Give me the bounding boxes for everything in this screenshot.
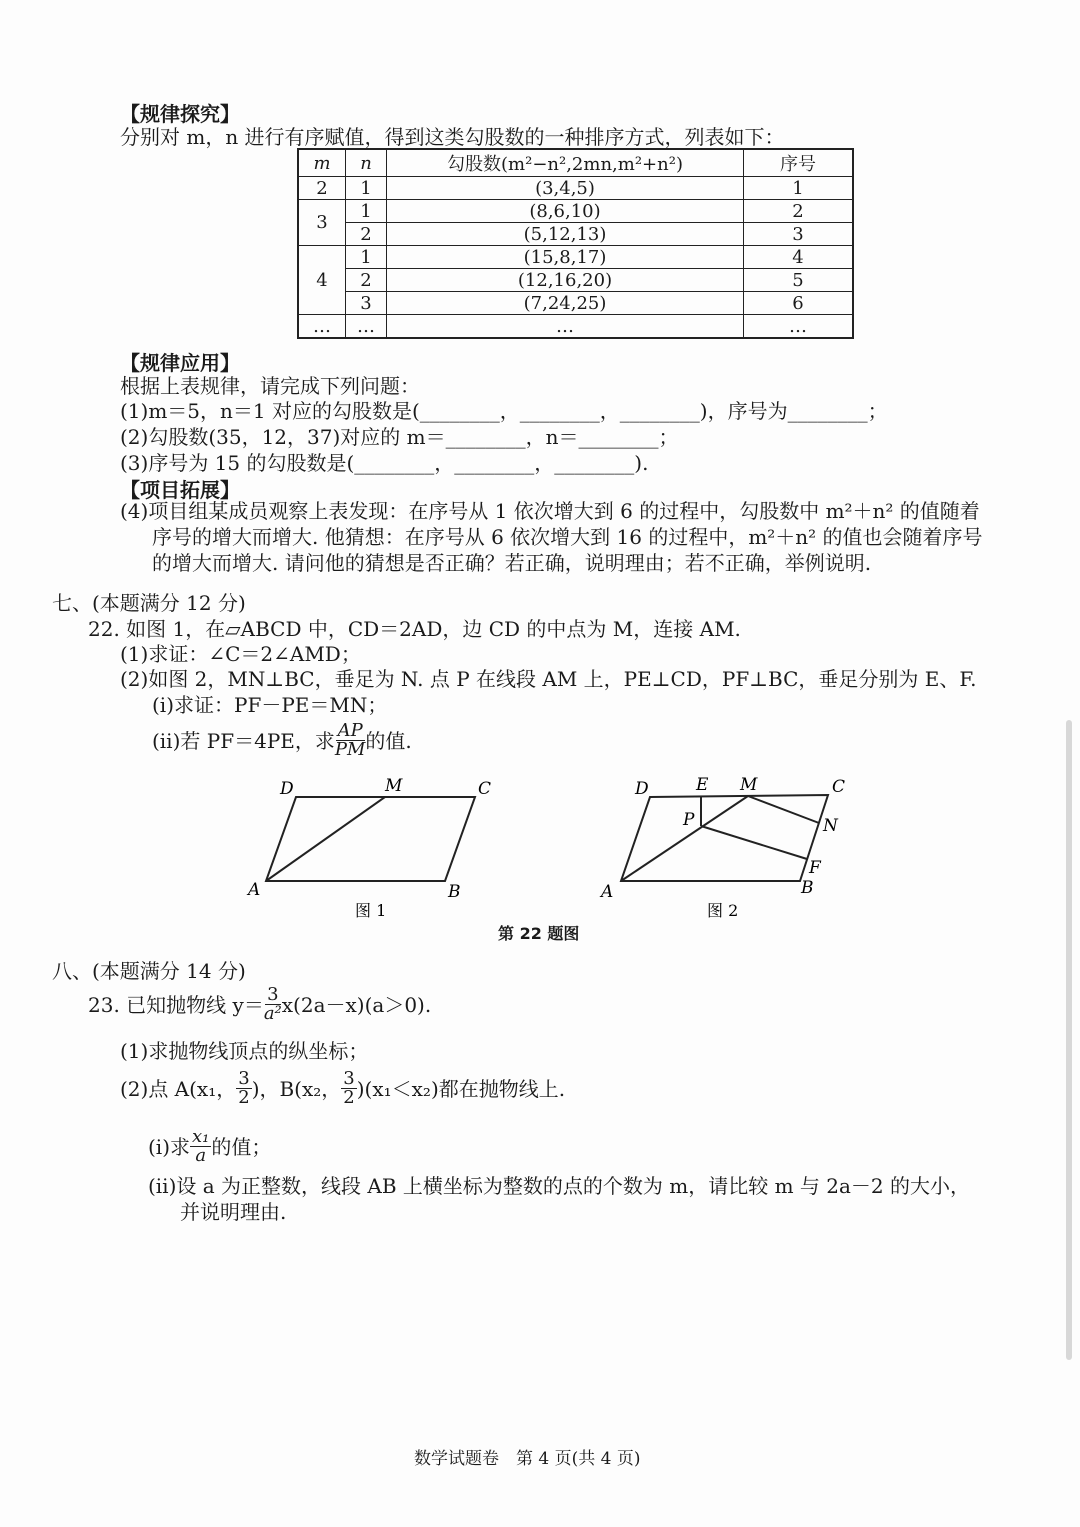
fraction-ap-pm (335, 722, 366, 759)
table-header-cell: m (298, 149, 346, 177)
segment-am (266, 797, 385, 881)
table-row (298, 223, 853, 246)
part-7-heading: 七、(本题满分 12 分) (52, 591, 246, 615)
segment-mn (748, 796, 819, 823)
q23-suffix: x(2a－x)(a＞0). (281, 992, 432, 1017)
q23-2i-prefix: (ⅰ)求 (148, 1134, 191, 1159)
q23-2-part-c: )(x₁＜x₂)都在抛物线上. (356, 1076, 566, 1101)
figure-1 (240, 770, 510, 930)
fraction-3-over-2 (236, 1070, 251, 1107)
q22-2ii-prefix: (ⅱ)若 PF＝4PE，求 (152, 728, 335, 753)
table-cell: 2 (744, 200, 854, 223)
fraction-denominator: PM (334, 739, 366, 760)
table-row (298, 200, 853, 223)
part-8-heading: 八、(本题满分 14 分) (52, 959, 246, 983)
table-cell: 2 (346, 223, 387, 246)
table-header-cell: n (346, 149, 387, 177)
fraction-3-over-2 (341, 1070, 356, 1107)
question-22-2i: (ⅰ)求证：PF－PE＝MN； (152, 693, 388, 717)
segment-am (621, 796, 748, 881)
table-cell: 6 (744, 292, 854, 315)
question-23 (88, 986, 431, 1023)
figure-2-caption: 图 2 (707, 901, 739, 920)
fraction-numerator: 3 (267, 984, 279, 1005)
q23-2-part-a: (2)点 A(x₁， (120, 1076, 237, 1101)
fraction-3-over-a2 (264, 986, 282, 1023)
question-4-line2: 序号的增大而增大. 他猜想：在序号从 6 依次增大到 16 的过程中，m²＋n² 的值也会随着序号 (152, 525, 983, 549)
fraction-numerator: 3 (238, 1068, 250, 1089)
table-row (298, 177, 853, 200)
fraction-numerator: 3 (343, 1068, 355, 1089)
table-cell: 3 (298, 200, 346, 246)
question-23-1: (1)求抛物线顶点的纵坐标； (120, 1039, 369, 1063)
table-cell: (15,8,17) (387, 246, 744, 269)
question-4-line1: (4)项目组某成员观察上表发现：在序号从 1 依次增大到 6 的过程中，勾股数中 m²＋n² 的值随着 (120, 499, 980, 523)
table-cell: (8,6,10) (387, 200, 744, 223)
parallelogram-abcd (266, 797, 475, 881)
table-row (298, 246, 853, 269)
table-header-row (298, 149, 853, 177)
table-cell: … (346, 315, 387, 339)
table-cell: (3,4,5) (387, 177, 744, 200)
table-cell: 3 (346, 292, 387, 315)
q23-prefix: 23. 已知抛物线 y＝ (88, 992, 264, 1017)
table-cell: 2 (298, 177, 346, 200)
section-heading-extend: 【项目拓展】 (120, 478, 240, 502)
fraction-denominator: 2 (343, 1087, 355, 1108)
label-d: D (635, 779, 649, 799)
table-cell: 3 (744, 223, 854, 246)
figure-1-caption: 图 1 (355, 901, 387, 920)
table-cell: 4 (744, 246, 854, 269)
label-m: M (385, 776, 403, 796)
label-p: P (683, 810, 695, 830)
parallelogram-abcd (621, 795, 828, 881)
figure-2 (595, 770, 865, 930)
table-cell: 5 (744, 269, 854, 292)
table-cell: 2 (346, 269, 387, 292)
figure-caption-22: 第 22 题图 (498, 924, 580, 943)
question-23-2ii-line2: 并说明理由. (180, 1200, 287, 1224)
table-header-cell: 勾股数(m²−n²,2mn,m²+n²) (387, 149, 744, 177)
table-row (298, 315, 853, 339)
question-23-2ii-line1: (ⅱ)设 a 为正整数，线段 AB 上横坐标为整数的点的个数为 m，请比较 m 与 2a－2 的大小， (148, 1174, 970, 1198)
pythagorean-table (297, 148, 854, 339)
fraction-numerator: x₁ (192, 1126, 210, 1147)
label-e: E (696, 775, 709, 795)
table-cell: (7,24,25) (387, 292, 744, 315)
table-cell: 4 (298, 246, 346, 315)
table-header-cell: 序号 (744, 149, 854, 177)
table-cell: 1 (744, 177, 854, 200)
apply-intro: 根据上表规律，请完成下列问题： (120, 374, 420, 398)
question-2: (2)勾股数(35，12，37)对应的 m＝________，n＝________； (120, 425, 679, 449)
fraction-numerator: AP (337, 720, 363, 741)
fraction-x1-over-a (190, 1128, 211, 1165)
table-row (298, 292, 853, 315)
label-c: C (832, 777, 846, 797)
page-footer: 数学试题卷 第 4 页(共 4 页) (414, 1449, 641, 1469)
question-22-1: (1)求证：∠C＝2∠AMD； (120, 642, 361, 666)
q23-2-part-b: )，B(x₂， (251, 1076, 342, 1101)
explore-intro: 分别对 m，n 进行有序赋值，得到这类勾股数的一种排序方式，列表如下： (120, 125, 785, 149)
table-cell: … (744, 315, 854, 339)
label-m: M (740, 775, 758, 795)
question-4-line3: 的增大而增大. 请问他的猜想是否正确？若正确，说明理由；若不正确，举例说明. (152, 551, 872, 575)
question-23-2 (120, 1070, 565, 1107)
label-f: F (809, 858, 821, 878)
table-cell: 1 (346, 246, 387, 269)
q22-2ii-suffix: 的值. (365, 728, 412, 753)
fraction-denominator: a² (263, 1003, 282, 1024)
fraction-denominator: 2 (238, 1087, 250, 1108)
question-3: (3)序号为 15 的勾股数是(________，________，________). (120, 451, 649, 475)
label-d: D (280, 779, 294, 799)
section-heading-explore: 【规律探究】 (120, 102, 240, 126)
scrollbar[interactable] (1066, 720, 1072, 1360)
segment-pf (701, 826, 807, 859)
table-cell: (12,16,20) (387, 269, 744, 292)
label-a: A (248, 880, 261, 900)
table-cell: … (387, 315, 744, 339)
fraction-denominator: a (195, 1145, 207, 1166)
label-a: A (601, 882, 614, 902)
question-22-2ii (152, 722, 412, 759)
label-b: B (448, 882, 461, 902)
q23-2i-suffix: 的值； (211, 1134, 272, 1159)
label-b: B (801, 878, 814, 898)
table-cell: (5,12,13) (387, 223, 744, 246)
question-22: 22. 如图 1，在▱ABCD 中，CD＝2AD，边 CD 的中点为 M，连接 AM. (88, 617, 741, 641)
question-23-2i (148, 1128, 271, 1165)
question-22-2: (2)如图 2，MN⊥BC，垂足为 N. 点 P 在线段 AM 上，PE⊥CD，PF⊥BC，垂足分别为 E、F. (120, 667, 977, 691)
table-cell: 1 (346, 177, 387, 200)
label-n: N (823, 816, 838, 836)
label-c: C (478, 779, 492, 799)
question-1: (1)m＝5，n＝1 对应的勾股数是(________，________，________)，序号为________； (120, 399, 888, 423)
table-row (298, 269, 853, 292)
section-heading-apply: 【规律应用】 (120, 351, 240, 375)
table-cell: 1 (346, 200, 387, 223)
table-cell: … (298, 315, 346, 339)
